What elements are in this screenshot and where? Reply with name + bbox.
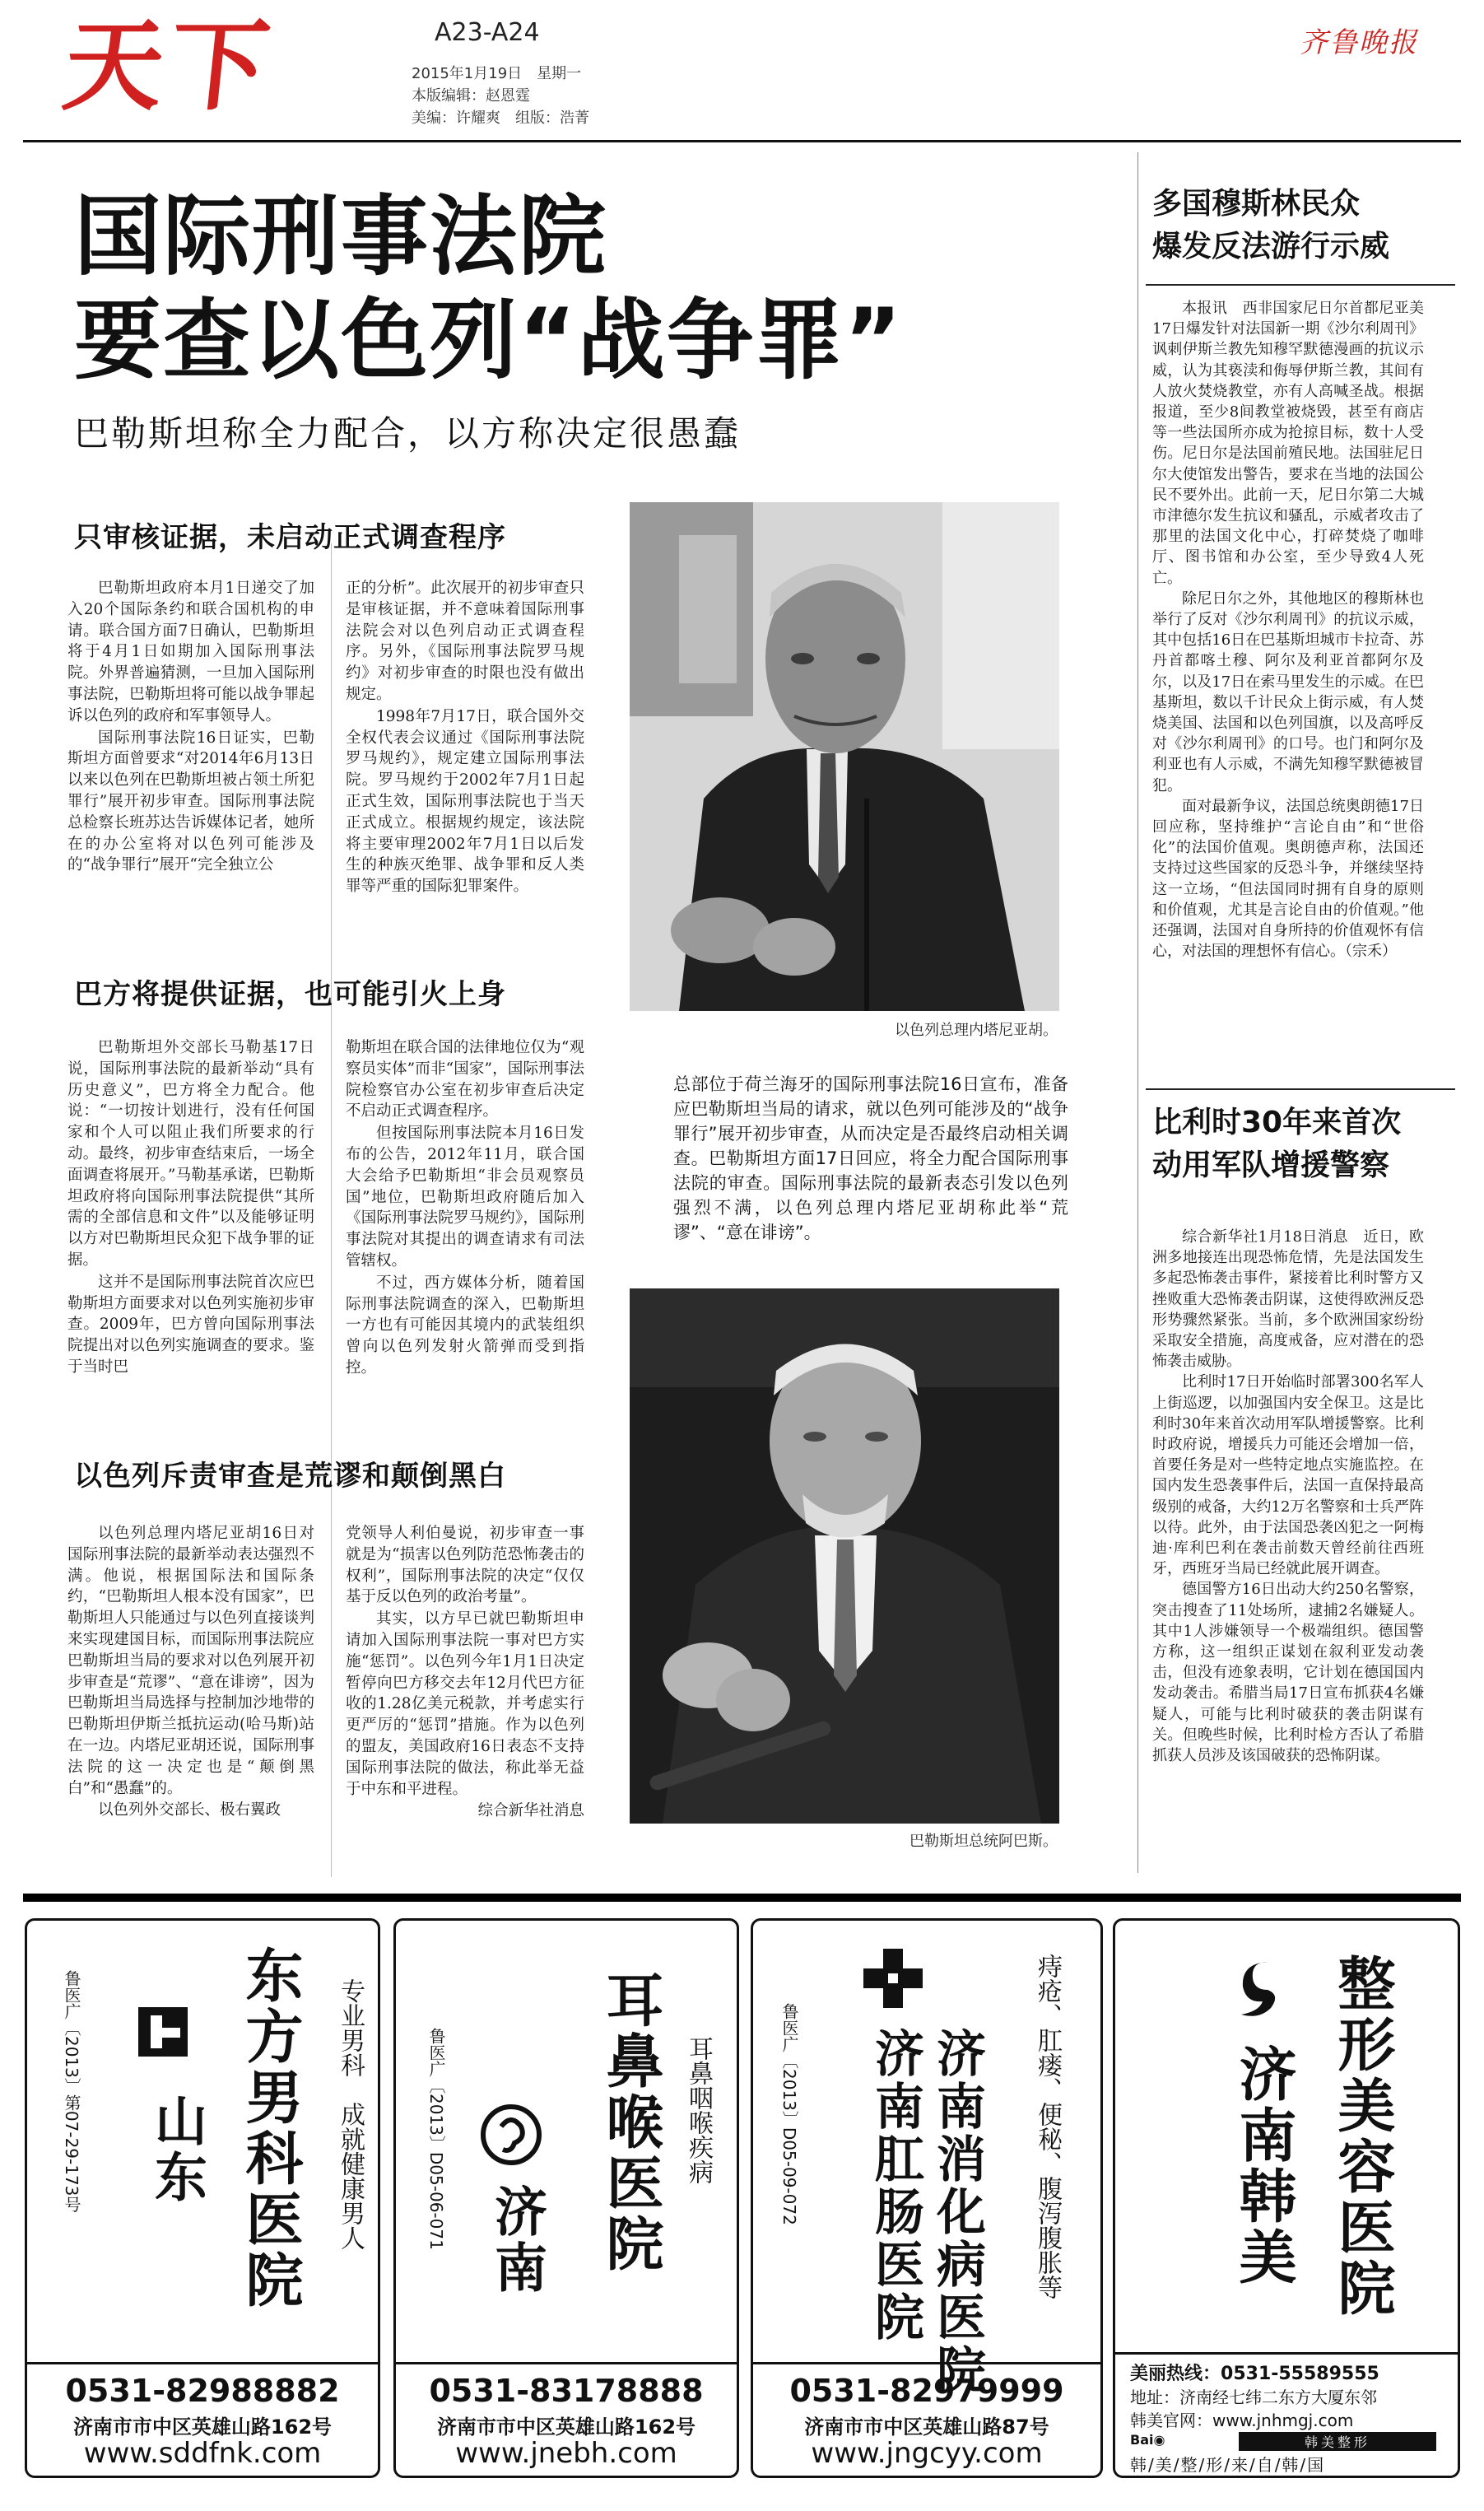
article-column — [67, 578, 314, 877]
paragraph: 除尼日尔之外，其他地区的穆斯林也举行了反对《沙尔利周刊》的抗议示威，其中包括16日在巴基斯坦城市卡拉奇、苏丹首都喀土穆、阿尔及利亚首都阿尔及尔，以及17日在索马里发生的示威。在巴基斯坦，数以千计民众上街示威，有人焚烧美国、法国和以色列国旗，以及高呼反对《沙尔利周刊》的口号。也门和阿尔及利亚也有人示威，不满先知穆罕默德被冒犯。 — [1152, 589, 1424, 794]
ad-address: 济南市市中区英雄山路87号 — [804, 2415, 1049, 2439]
design-credit: 美编：许耀爽 组版：浩菁 — [412, 109, 589, 127]
ad-digestive-hospital[interactable] — [751, 1918, 1103, 2478]
section-title: 以色列斥责审查是荒谬和颠倒黑白 — [74, 1460, 506, 1493]
paragraph: 其实，以方早已就巴勒斯坦申请加入国际刑事法院一事对巴方实施“惩罚”。以色列今年1月1日决定暂停向巴方移交去年12月代巴方征收的1.28亿美元税款，并考虑实行更严厉的“惩罚”措施。作为以色列的盟友，美国政府16日表态不支持国际刑事法院的做法，称此举无益于中东和平进程。 — [346, 1610, 584, 1798]
ad-phone[interactable]: 0531-82988882 — [65, 2373, 340, 2409]
ad-phone[interactable]: 0531-55589555 — [1221, 2364, 1379, 2384]
news-source: 综合新华社消息 — [477, 1802, 584, 1820]
headline-line: 多国穆斯林民众 — [1152, 187, 1361, 221]
ad-website[interactable]: www.jngcyy.com — [811, 2437, 1043, 2470]
ad-contact — [753, 2362, 1100, 2476]
ad-address: 济南市市中区英雄山路162号 — [436, 2415, 696, 2439]
ad-slogan: 痔疮、肛瘘、便秘、腹泻腹胀等 — [1033, 1954, 1062, 2299]
baidu-logo-icon: Bai◉ — [1130, 2432, 1165, 2448]
paragraph: 国际刑事法院16日证实，巴勒斯坦方面曾要求“对2014年6月13日以来以色列在巴勒斯坦被占领土所犯罪行”展开初步审查。国际刑事法院总检察长班苏达告诉媒体记者，她所在的办公室将对以色列可能涉及的“战争罪行”展开“完全独立公 — [67, 729, 314, 874]
search-keywords: 韩/美/整/形/来/自/韩/国 — [1130, 2455, 1326, 2475]
ad-contact — [1115, 2352, 1458, 2476]
editor-credit: 本版编辑：赵恩霆 — [412, 87, 530, 105]
paragraph: 党领导人利伯曼说，初步审查一事就是为“损害以色列防范恐怖袭击的权利”，国际刑事法院的决定“仅仅基于反以色列的政治考量”。 — [346, 1525, 584, 1606]
portrait-image — [630, 1288, 1059, 1824]
masthead-meta — [412, 63, 589, 129]
paragraph: 以色列外交部长、极右翼政 — [98, 1801, 281, 1819]
ad-city-name: 山东 — [146, 2094, 207, 2206]
paragraph: 不过，西方媒体分析，随着国际刑事法院调查的深入，巴勒斯坦一方也有可能因其境内的武装组织曾向以色列发射火箭弹而受到指控。 — [346, 1274, 584, 1377]
paragraph: 德国警方16日出动大约250名警察，突击搜查了11处场所，逮捕2名嫌疑人。其中1人涉嫌领导一个极端组织。德国警方称，这一组织正谋划在叙利亚发动袭击，但没有迹象表明，它计划在德国国内发动袭击。希腊当局17日宣布抓获4名嫌疑人，可能与比利时破获的袭击阴谋有关。但晚些时候，比利时检方否认了希腊抓获人员涉及该国破获的恐怖阴谋。 — [1152, 1581, 1424, 1765]
ad-slogan: 专业男科 成就健康男人 — [336, 1978, 365, 2250]
headline-line: 要查以色列“战争罪” — [74, 290, 904, 391]
ad-band-rule — [23, 1894, 1461, 1902]
ad-city-name: 济南韩美 — [1230, 2044, 1298, 2288]
paragraph: 1998年7月17日，联合国外交全权代表会议通过《国际刑事法院罗马规约》，规定建立国际刑事法院。罗马规约于2002年7月1日起正式生效，国际刑事法院也于当天正式成立。根据规约规定，该法院将主要审理2002年7月1日以后发生的种族灭绝罪、战争罪和反人类罪等严重的国际犯罪案件。 — [346, 707, 584, 896]
headline-line: 爆发反法游行示威 — [1152, 230, 1390, 263]
ad-cosmetic-hospital[interactable] — [1113, 1918, 1460, 2478]
search-tag: 韩美整形 — [1239, 2432, 1436, 2451]
ad-phone-label: 美丽热线： — [1130, 2364, 1221, 2384]
photo-netanyahu — [630, 502, 1059, 1011]
ad-license: 鲁医广〔2013〕第07-29-173号 — [62, 1970, 81, 2213]
ad-license: 鲁医广〔2013〕D05-09-072 — [779, 2003, 799, 2225]
main-headline — [74, 185, 903, 393]
sidebar-article — [1152, 1227, 1424, 1766]
sidebar-rule — [1146, 284, 1455, 286]
masthead-rule — [23, 140, 1461, 142]
issue-date: 2015年1月19日 星期一 — [412, 65, 582, 82]
ad-contact — [396, 2362, 737, 2476]
hospital-logo-icon — [134, 2003, 192, 2061]
sidebar-rule — [1146, 1088, 1455, 1090]
ear-logo-icon — [478, 2102, 544, 2168]
paragraph: 巴勒斯坦政府本月1日递交了加入20个国际条约和联合国机构的申请。联合国方面7日确认，巴勒斯坦将于4月1日如期加入国际刑事法院。外界普遍猜测，一旦加入国际刑事法院，巴勒斯坦将可能以战争罪起诉以色列的政府和军事领导人。 — [67, 580, 314, 724]
ad-andrology-hospital[interactable] — [25, 1918, 380, 2478]
article-column — [346, 1523, 584, 1823]
paragraph: 勒斯坦在联合国的法律地位仅为“观察员实体”而非“国家”，国际刑事法院检察官办公室在初步审查后决定不启动正式调查程序。 — [346, 1039, 584, 1120]
headline-line: 国际刑事法院 — [74, 186, 607, 287]
sidebar-article — [1152, 298, 1424, 962]
page-range: A23-A24 — [435, 18, 540, 47]
ad-phone[interactable]: 0531-83178888 — [429, 2373, 704, 2409]
ad-license: 鲁医广〔2013〕D05-06-071 — [426, 2028, 446, 2250]
portrait-image — [630, 502, 1059, 1011]
newspaper-logo: 齐鲁晚报 — [1300, 26, 1418, 59]
headline-line: 比利时30年来首次 — [1152, 1106, 1402, 1139]
ad-phone[interactable]: 0531-82979999 — [789, 2373, 1064, 2409]
paragraph: 巴勒斯坦外交部长马勒基17日说，国际刑事法院的最新举动“具有历史意义”，巴方将全力配合。他说：“一切按计划进行，没有任何国家和个人可以阻止我们所要求的行动。最终，初步审查结束后，一场全面调查将展开。”马勒基承诺，巴勒斯坦政府将向国际刑事法院提供“其所需的全部信息和文件”以及能够证明以方对巴勒斯坦民众犯下战争罪的证据。 — [67, 1039, 314, 1269]
paragraph: 本报讯 西非国家尼日尔首都尼亚美17日爆发针对法国新一期《沙尔利周刊》讽刺伊斯兰教先知穆罕默德漫画的抗议示威，认为其亵渎和侮辱伊斯兰教，其间有人放火焚烧教堂，亦有人高喊圣战。根据报道，至少8间教堂被烧毁，甚至有商店等一些法国所亦成为抢掠目标，数十人受伤。尼日尔是法国前殖民地。法国驻尼日尔大使馆发出警告，要求在当地的法国公民不要外出。此前一天，尼日尔第二大城市津德尔发生抗议和骚乱，示威者攻击了那里的法国文化中心，打碎焚烧了咖啡厅、图书馆和办公室，至少导致4人死亡。 — [1152, 300, 1424, 587]
article-column — [67, 1523, 314, 1822]
column-divider — [331, 543, 332, 1877]
paragraph: 综合新华社1月18日消息 近日，欧洲多地接连出现恐怖危情，先是法国发生多起恐怖袭击事件，紧接着比利时警方又挫败重大恐怖袭击阴谋，这使得欧洲反恐形势骤然紧张。当前，多个欧洲国家纷纷采取安全措施，高度戒备，应对潜在的恐怖袭击威胁。 — [1152, 1228, 1424, 1371]
headline-line: 动用军队增援警察 — [1152, 1148, 1390, 1182]
ad-phone-line — [1130, 2360, 1379, 2385]
lead-summary: 总部位于荷兰海牙的国际刑事法院16日宣布，准备应巴勒斯坦当局的请求，就以色列可能涉及的“战争罪行”展开初步审查，从而决定是否最终启动相关调查。巴勒斯坦方面17日回应，将全力配合国际刑事法院的审查。国际刑事法院的最新表态引发以色列强烈不满，以色列总理内塔尼亚胡称此举“荒谬”、“意在诽谤”。 — [673, 1074, 1068, 1242]
ad-hospital-name-2: 济南肛肠医院 — [867, 2028, 924, 2344]
section-title: 巴方将提供证据，也可能引火上身 — [74, 978, 506, 1011]
ad-hospital-name: 济南消化病医院 — [928, 2028, 986, 2397]
paragraph: 面对最新争议，法国总统奥朗德17日回应称，坚持维护“言论自由”和“世俗化”的法国价值观。奥朗德声称，法国还支持过这些国家的反恐斗争，并继续坚持这一立场，“但法国同时拥有自身的原则和价值观，尤其是言论自由的价值观。”他还强调，法国对自身所持的价值观怀有信心，对法国的理想怀有信心。（宗禾） — [1152, 797, 1424, 961]
ad-address: 济南市市中区英雄山路162号 — [72, 2415, 333, 2439]
medical-cross-icon — [860, 1945, 926, 2011]
main-subheadline: 巴勒斯坦称全力配合，以方称决定很愚蠢 — [74, 413, 742, 454]
ad-website[interactable]: www.sddfnk.com — [83, 2437, 322, 2470]
ad-hospital-name: 耳鼻喉医院 — [597, 1970, 665, 2275]
ad-slogan: 耳鼻咽喉疾病 — [684, 2036, 713, 2184]
sidebar-headline — [1152, 1102, 1457, 1187]
paragraph: 这并不是国际刑事法院首次应巴勒斯坦方面要求对以色列实施初步审查。2009年，巴方曾向国际刑事法院提出对以色列实施调查的要求。鉴于当时巴 — [67, 1273, 314, 1376]
ad-address: 地址：济南经七纬二东方大厦东邻 — [1130, 2388, 1377, 2407]
sidebar-headline — [1152, 183, 1457, 268]
photo-caption: 巴勒斯坦总统阿巴斯。 — [909, 1833, 1058, 1850]
photo-caption: 以色列总理内塔尼亚胡。 — [895, 1022, 1058, 1039]
ad-hospital-name: 整形美容医院 — [1328, 1954, 1397, 2319]
paragraph: 但按国际刑事法院本月16日发布的公告，2012年11月，联合国大会给予巴勒斯坦“非会员观察员国”地位，巴勒斯坦政府随后加入《国际刑事法院罗马规约》，国际刑事法院对其提出的调查请求有司法管辖权。 — [346, 1125, 584, 1269]
article-column — [67, 1037, 314, 1379]
article-column — [346, 1037, 584, 1380]
section-brand: 天下 — [58, 10, 281, 124]
ad-contact — [27, 2362, 378, 2476]
ad-website[interactable]: www.jnebh.com — [455, 2437, 677, 2470]
paragraph: 比利时17日开始临时部署300名军人上街巡逻，以加强国内安全保卫。这是比利时30年来首次动用军队增援警察。比利时政府说，增援兵力可能还会增加一倍，首要任务是对一些特定地点实施监控。在国内发生恐袭事件后，法国一直保持最高级别的戒备，大约12万名警察和士兵严阵以待。此外，由于法国恐袭凶犯之一阿梅迪·库利巴利在袭击前数天曾经前往西班牙，西班牙当局已经就此展开调查。 — [1152, 1373, 1424, 1578]
swan-logo-icon — [1226, 1954, 1292, 2028]
article-column — [346, 578, 584, 898]
photo-abbas — [630, 1288, 1059, 1824]
ad-website[interactable]: 韩美官网：www.jnhmgj.com — [1130, 2411, 1354, 2430]
ad-ent-hospital[interactable] — [393, 1918, 739, 2478]
paragraph: 以色列总理内塔尼亚胡16日对国际刑事法院的最新举动表达强烈不满。他说，根据国际法和国际条约，“巴勒斯坦人根本没有国家”，巴勒斯坦人只能通过与以色列直接谈判来实现建国目标，而国际刑事法院应巴勒斯坦当局的要求对以色列展开初步审查是“荒谬”、“意在诽谤”，因为巴勒斯坦当局选择与控制加沙地带的巴勒斯坦伊斯兰抵抗运动(哈马斯)站在一边。内塔尼亚胡还说，国际刑事法院的这一决定也是“颠倒黑白”和“愚蠢”的。 — [67, 1525, 314, 1797]
paragraph: 正的分析”。此次展开的初步审查只是审核证据，并不意味着国际刑事法院会对以色列启动正式调查程序。另外，《国际刑事法院罗马规约》对初步审查的时限也没有做出规定。 — [346, 580, 584, 703]
section-title: 只审核证据，未启动正式调查程序 — [74, 521, 506, 554]
ad-city-name: 济南 — [486, 2184, 547, 2296]
ad-hospital-name: 东方男科医院 — [236, 1945, 305, 2311]
column-divider — [1137, 152, 1138, 1873]
